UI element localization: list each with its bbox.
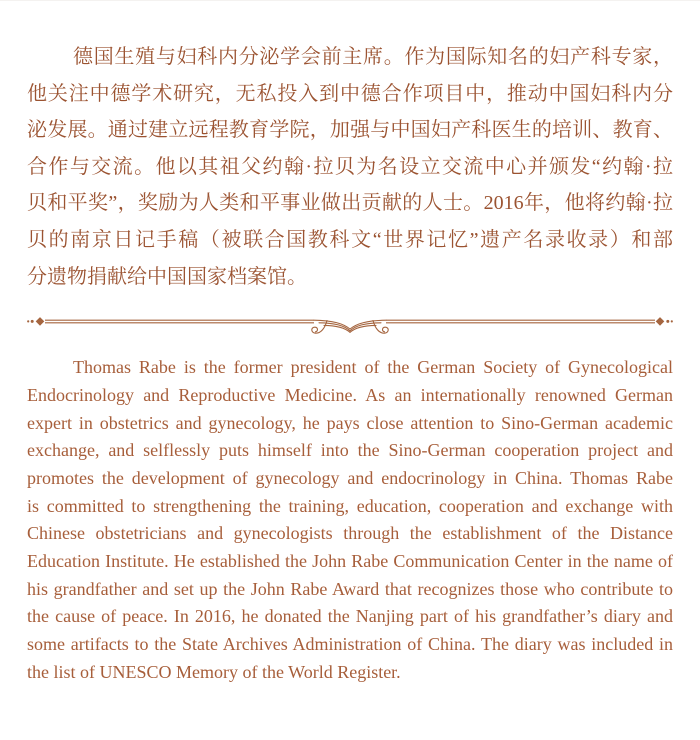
- chinese-paragraph-line: 他关注中德学术研究，无私投入到中德合作项目中，推动中国妇科内分: [27, 82, 673, 105]
- divider-right-end: [656, 317, 673, 326]
- chinese-paragraph-line: 分遗物捐献给中国国家档案馆。: [27, 265, 307, 288]
- section-divider: [27, 309, 673, 339]
- divider-rules: [45, 320, 655, 323]
- chinese-paragraph: [27, 39, 673, 295]
- chinese-paragraph-line: 贝和平奖”，奖励为人类和平事业做出贡献的人士。2016年，他将约翰·拉: [27, 192, 673, 215]
- divider-left-end: [27, 317, 44, 326]
- english-paragraph-line: the list of UNESCO Memory of the World Register.: [27, 661, 401, 682]
- chinese-paragraph-line: 泌发展。通过建立远程教育学院，加强与中国妇产科医生的培训、教育、: [27, 119, 673, 142]
- english-paragraph-line: Endocrinology and Reproductive Medicine. As an internationally renowned German: [27, 384, 673, 405]
- english-paragraph-line: Chinese obstetricians and gynecologists through the establishment of the Distance: [27, 523, 673, 544]
- english-paragraph-line: his grandfather and set up the John Rabe Award that recognizes those who contribute to: [27, 578, 673, 599]
- ornamental-divider-icon: [27, 309, 673, 339]
- english-paragraph-line: is committed to strengthening the training, education, cooperation and exchange with: [27, 495, 673, 516]
- english-paragraph-line: Education Institute. He established the John Rabe Communication Center in the name of: [27, 551, 673, 572]
- chinese-paragraph-line: 合作与交流。他以其祖父约翰·拉贝为名设立交流中心并颁发“约翰·拉: [27, 155, 673, 178]
- divider-center-ornament: [312, 320, 388, 333]
- english-paragraph: [27, 354, 673, 686]
- english-paragraph-line: some artifacts to the State Archives Administration of China. The diary was included in: [27, 634, 673, 655]
- english-paragraph-line: Thomas Rabe is the former president of the German Society of Gynecological: [73, 357, 673, 378]
- chinese-paragraph-line: 贝的南京日记手稿（被联合国教科文“世界记忆”遗产名录收录）和部: [27, 228, 673, 251]
- english-paragraph-line: expert in obstetrics and gynecology, he pays close attention to Sino-German academic: [27, 412, 673, 433]
- english-paragraph-line: the cause of peace. In 2016, he donated the Nanjing part of his grandfather’s diary and: [27, 606, 673, 627]
- english-paragraph-line: promotes the development of gynecology and endocrinology in China. Thomas Rabe: [27, 467, 673, 488]
- english-paragraph-line: exchange, and selflessly puts himself into the Sino-German cooperation project and: [27, 440, 673, 461]
- chinese-paragraph-line: 德国生殖与妇科内分泌学会前主席。作为国际知名的妇产科专家，: [73, 46, 673, 68]
